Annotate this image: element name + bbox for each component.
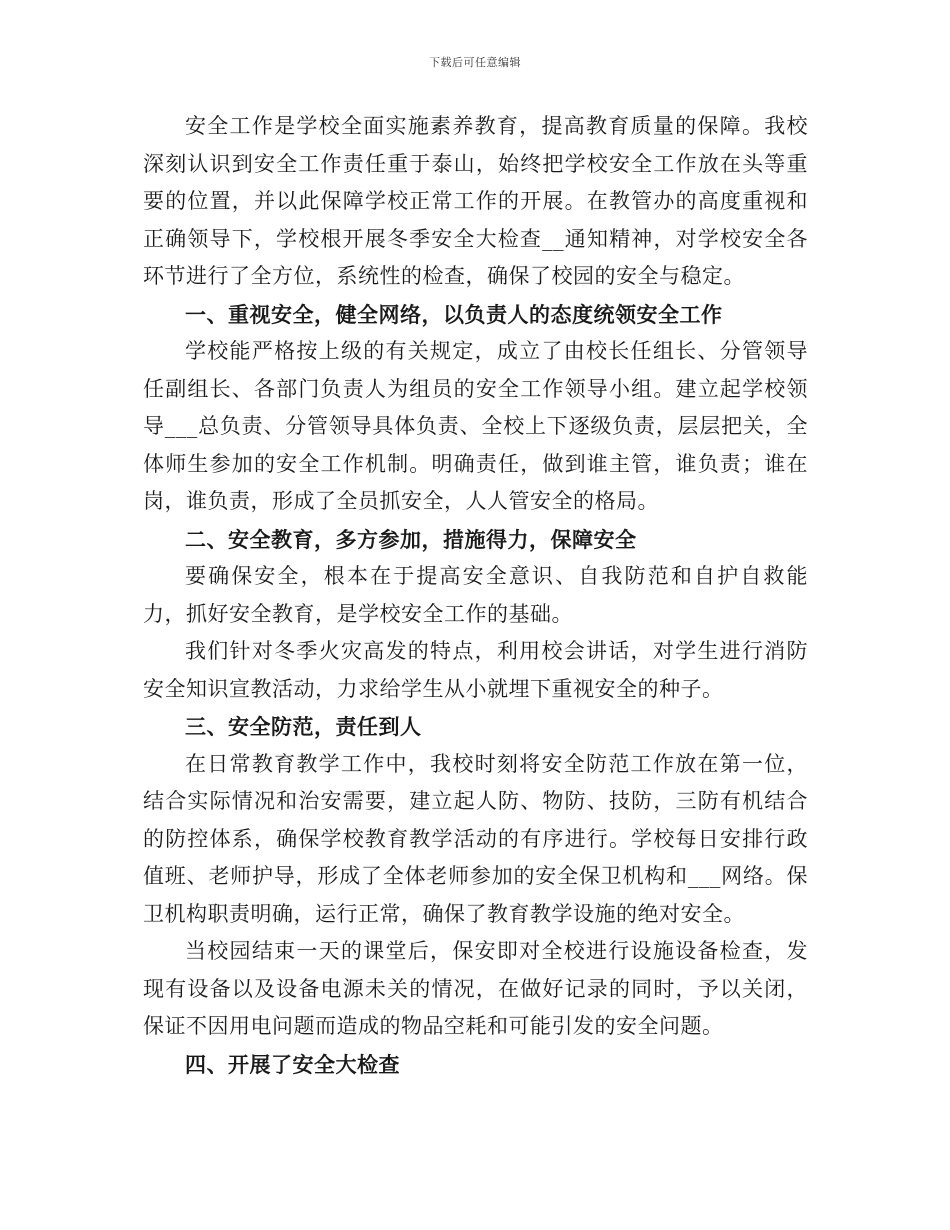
paragraph-fire-safety: 我们针对冬季火灾高发的特点，利用校会讲话，对学生进行消防安全知识宣教活动，力求给学生从小就埋下重视安全的种子。 bbox=[143, 639, 808, 701]
paragraph-equipment-check: 当校园结束一天的课堂后，保安即对全校进行设施设备检查，发现有设备以及设备电源未关的情况，在做好记录的同时，予以关闭，保证不因用电问题而造成的物品空耗和可能引发的安全问题。 bbox=[143, 939, 808, 1038]
document-body bbox=[143, 108, 808, 1083]
paragraph-leadership-group: 学校能严格按上级的有关规定，成立了由校长任组长、分管领导任副组长、各部门负责人为组员的安全工作领导小组。建立起学校领导___总负责、分管领导具体负责、全校上下逐级负责，层层把关，全体师生参加的安全工作机制。明确责任，做到谁主管，谁负责；谁在岗，谁负责，形成了全员抓安全，人人管安全的格局。 bbox=[143, 339, 808, 513]
paragraph-prevention-system: 在日常教育教学工作中，我校时刻将安全防范工作放在第一位，结合实际情况和治安需要，建立起人防、物防、技防，三防有机结合的防控体系，确保学校教育教学活动的有序进行。学校每日安排行政值班、老师护导，形成了全体老师参加的安全保卫机构和___网络。保卫机构职责明确，运行正常，确保了教育教学设施的绝对安全。 bbox=[143, 751, 808, 926]
section-heading-2: 二、安全教育，多方参加，措施得力，保障安全 bbox=[185, 526, 637, 552]
paragraph-intro: 安全工作是学校全面实施素养教育，提高教育质量的保障。我校深刻认识到安全工作责任重于泰山，始终把学校安全工作放在头等重要的位置，并以此保障学校正常工作的开展。在教管办的高度重视和正确领导下，学校根开展冬季安全大检查__通知精神，对学校安全各环节进行了全方位，系统性的检查，确保了校园的安全与稳定。 bbox=[143, 114, 808, 288]
page-header-note: 下载后可任意编辑 bbox=[429, 56, 521, 69]
section-heading-3: 三、安全防范，责任到人 bbox=[185, 714, 422, 739]
section-heading-4: 四、开展了安全大检查 bbox=[185, 1051, 400, 1077]
section-heading-1: 一、重视安全，健全网络，以负责人的态度统领安全工作 bbox=[185, 301, 723, 327]
paragraph-safety-education: 要确保安全，根本在于提高安全意识、自我防范和自护自救能力，抓好安全教育，是学校安全工作的基础。 bbox=[143, 564, 808, 626]
